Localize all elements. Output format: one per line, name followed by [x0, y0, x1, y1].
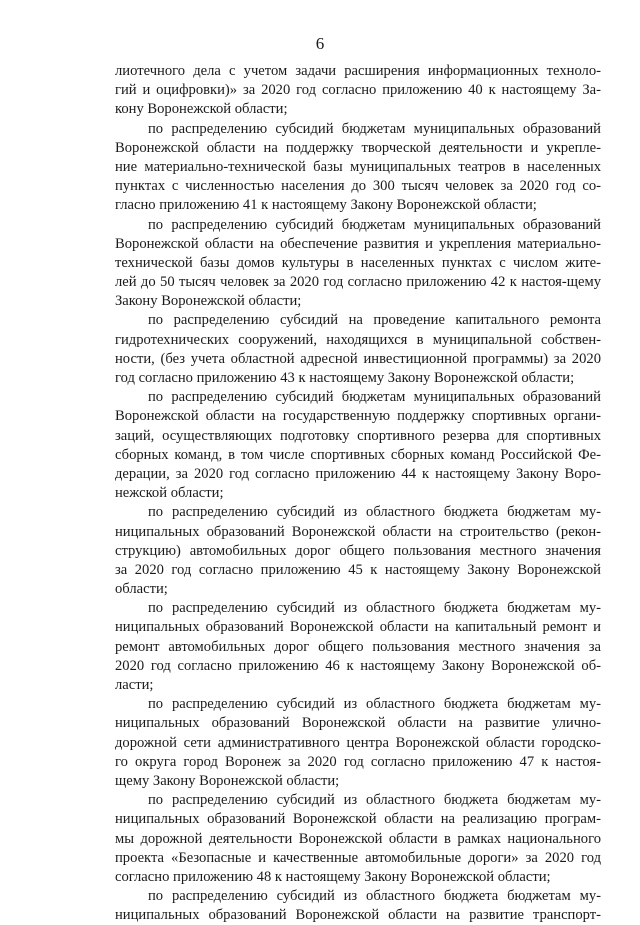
text-line: гласно приложению 41 к настоящему Закону Воронежской области; [115, 197, 537, 214]
text-line: ниципальных образований Воронежской области на строительство (рекон- [115, 523, 601, 540]
text-line: по распределению субсидий на проведение капитального ремонта [148, 312, 601, 329]
text-line: по распределению субсидий из областного бюджета бюджетам му- [148, 600, 601, 617]
text-line: дерации, за 2020 год согласно приложению 44 к настоящему Закону Воро- [115, 465, 601, 482]
text-line: Воронежской области на поддержку творческой деятельности и укрепле- [115, 139, 601, 156]
text-line: ниципальных образований Воронежской области на развитие улично- [115, 715, 601, 732]
text-line: пунктах с численностью населения до 300 тысяч человек за 2020 год со- [115, 178, 601, 195]
text-line: по распределению субсидий из областного бюджета бюджетам му- [148, 504, 601, 521]
text-line: нежской области; [115, 485, 224, 502]
text-line: го округа город Воронеж за 2020 год согласно приложению 47 к настоя- [115, 753, 601, 770]
text-line: по распределению субсидий из областного бюджета бюджетам му- [148, 696, 601, 713]
text-line: ласти; [115, 677, 154, 693]
text-line: по распределению субсидий из областного бюджета бюджетам му- [148, 792, 601, 809]
text-line: Воронежской области на государственную поддержку спортивных органи- [115, 408, 601, 425]
text-line: лиотечного дела с учетом задачи расширения информационных техноло- [115, 63, 601, 79]
text-line: 2020 год согласно приложению 46 к настоящему Закону Воронежской об- [115, 657, 601, 674]
text-line: заций, осуществляющих подготовку спортивного резерва для спортивных [115, 427, 601, 444]
document-body [115, 62, 601, 925]
text-line: дорожной сети административного центра Воронежской области городско- [115, 734, 601, 751]
text-line: струкцию) автомобильных дорог общего пользования местного значения [115, 542, 601, 559]
text-line: гидротехнических сооружений, находящихся в муниципальной собствен- [115, 331, 601, 348]
text-line: мы дорожной деятельности Воронежской области в рамках национального [115, 830, 601, 847]
text-line: по распределению субсидий бюджетам муниципальных образований [148, 389, 601, 406]
text-line: за 2020 год согласно приложению 45 к настоящему Закону Воронежской [115, 561, 601, 578]
text-line: технической базы домов культуры в населенных пунктах с числом жите- [115, 254, 601, 271]
text-line: гий и оцифровки)» за 2020 год согласно приложению 40 к настоящему За- [115, 82, 601, 99]
text-line: по распределению субсидий бюджетам муниципальных образований [148, 120, 601, 137]
text-line: по распределению субсидий бюджетам муниципальных образований [148, 216, 601, 233]
page-number: 6 [315, 34, 325, 53]
text-line: проекта «Безопасные и качественные автомобильные дороги» за 2020 год [115, 849, 601, 866]
text-line: лей до 50 тысяч человек за 2020 год согласно приложению 42 к настоя-щему [115, 274, 601, 291]
text-line: ниципальных образований Воронежской области на реализацию програм- [115, 811, 601, 828]
text-line: ниципальных образований Воронежской области на развитие транспорт- [115, 907, 601, 924]
text-line: Воронежской области на обеспечение развития и укрепления материально- [115, 235, 601, 252]
text-line: ниципальных образований Воронежской области на капитальный ремонт и [115, 619, 601, 636]
text-line: ности, (без учета областной адресной инвестиционной программы) за 2020 [115, 350, 601, 367]
text-line: по распределению субсидий из областного бюджета бюджетам му- [148, 888, 601, 905]
text-line: ремонт автомобильных дорог общего пользования местного значения за [115, 638, 601, 655]
text-line: кону Воронежской области; [115, 101, 288, 118]
text-line: щему Закону Воронежской области; [115, 772, 340, 789]
text-line: согласно приложению 48 к настоящему Закону Воронежской области; [115, 868, 551, 885]
text-line: ние материально-технической базы муниципальных театров в населенных [115, 158, 601, 175]
text-line: области; [115, 581, 168, 598]
text-line: сборных команд, в том числе спортивных сборных команд Российской Фе- [115, 446, 601, 463]
text-line: Закону Воронежской области; [115, 293, 302, 310]
text-line: год согласно приложению 43 к настоящему Закону Воронежской области; [115, 370, 575, 386]
